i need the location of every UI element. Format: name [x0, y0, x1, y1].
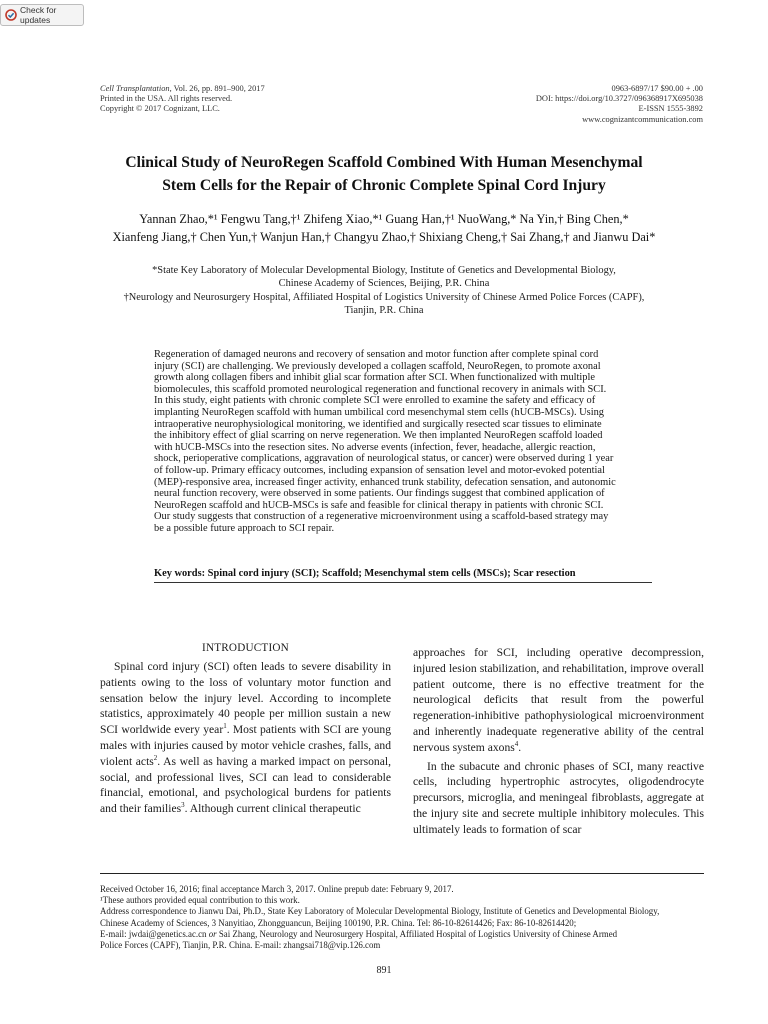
- email-text: Sai Zhang, Neurology and Neurosurgery Hospital, Affiliated Hospital of Logistics University of Chinese Armed: [216, 928, 618, 939]
- affiliation-line: Tianjin, P.R. China: [344, 305, 424, 317]
- article-title: [90, 151, 678, 197]
- body-text: . Although current clinical therapeutic: [184, 802, 361, 816]
- footnote-divider: [100, 873, 704, 874]
- price-line: 0963-6897/17 $90.00 + .00: [611, 84, 703, 93]
- abstract-line: In this study, eight patients with chronic complete SCI were enrolled to examine the safety and efficacy of: [154, 395, 596, 407]
- body-text: Spinal cord injury (SCI) often leads to severe disability in patients owing to the loss of voluntary motor function and sensation below the injury level. According to incomplete statistics, approximately 40 people per million sustain a new SCI worldwide every year: [100, 660, 391, 737]
- abstract-line: intraoperative neurophysiological monitoring, we identified and surgically resected scar tissues to eliminate: [154, 418, 602, 430]
- author-line: Xianfeng Jiang,† Chen Yun,† Wanjun Han,† Changyu Zhao,† Shixiang Cheng,† Sai Zhang,† and Jianwu Dai*: [112, 230, 656, 244]
- journal-name: Cell Transplantation: [100, 84, 170, 93]
- eissn-line: E-ISSN 1555-3892: [638, 104, 703, 114]
- abstract-line: the inhibitory effect of glial scarring on nerve regeneration. We then implanted NeuroRegen scaffold loaded: [154, 430, 603, 442]
- page-number: 891: [376, 965, 392, 976]
- keywords-divider: [154, 582, 652, 583]
- printed-line: Printed in the USA. All rights reserved.: [100, 94, 233, 104]
- article-title-line: Stem Cells for the Repair of Chronic Complete Spinal Cord Injury: [162, 177, 606, 194]
- body-paragraph: [100, 659, 391, 817]
- affiliation-line: Chinese Academy of Sciences, Beijing, P.R. China: [278, 278, 490, 290]
- footnotes: [100, 884, 704, 951]
- author-line: Yannan Zhao,*¹ Fengwu Tang,†¹ Zhifeng Xiao,*¹ Guang Han,†¹ NuoWang,* Na Yin,† Bing Chen,*: [139, 212, 629, 226]
- article-title-line: Clinical Study of NeuroRegen Scaffold Combined With Human Mesenchymal: [125, 154, 643, 171]
- email-link[interactable]: E-mail: jwdai@genetics.ac.cn: [100, 928, 209, 939]
- body-paragraph: In the subacute and chronic phases of SCI, many reactive cells, including hypertrophic astrocytes, oligodendrocyte precursors, microglia, and meningeal fibroblasts, aggregate at the injury site and secrete multiple inhibitory molecules. This ultimately leads to formation of scar: [413, 759, 704, 836]
- email-line: [100, 929, 704, 940]
- abstract-line: be a possible future approach to SCI repair.: [154, 522, 335, 534]
- copyright-line: Copyright © 2017 Cognizant, LLC.: [100, 104, 220, 114]
- abstract-line: Our study suggests that construction of a regenerative microenvironment using a scaffold-based strategy may: [154, 511, 609, 523]
- journal-volume: , Vol. 26, pp. 891–900, 2017: [169, 84, 265, 93]
- received-note: Received October 16, 2016; final acceptance March 3, 2017. Online prepub date: February 9, 2017.: [100, 884, 454, 894]
- body-column-left: [100, 640, 391, 817]
- abstract-line: with hUCB-MSCs into the resection sites. No adverse events (infection, fever, headache, allergic reaction,: [154, 441, 596, 453]
- abstract-line: biomolecules, this scaffold promoted neurological regeneration and functional recovery in animals with SCI.: [154, 383, 607, 395]
- keywords: Key words: Spinal cord injury (SCI); Scaffold; Mesenchymal stem cells (MSCs); Scar resection: [154, 568, 576, 579]
- email-line: Police Forces (CAPF), Tianjin, P.R. China. E-mail: zhangsai718@vip.126.com: [100, 940, 381, 951]
- body-text: . As well as having a marked impact on personal, social, and professional lives, SCI can lead to considerable financial, emotional, and psychological burdens for patients and their families: [100, 754, 391, 816]
- journal-info-left: [100, 84, 265, 115]
- body-text: approaches for SCI, including operative decompression, injured lesion stabilization, and rehabilitation, improve overall patient outcome, there is no effective treatment for the neurological deficits that result from the powerful regeneration-inhibitive pathophysiological microenvironment and inherently inadequate regenerative ability of the central nervous system axons: [413, 646, 704, 754]
- abstract-line: growth along collagen fibers and inhibit glial scar formation after SCI. When functionalized with multiple: [154, 372, 596, 384]
- citation-ref[interactable]: 4: [514, 739, 519, 748]
- refresh-badge-icon: [5, 9, 17, 21]
- abstract: [154, 349, 652, 535]
- body-column-right: [413, 645, 704, 838]
- author-list: [80, 210, 688, 246]
- abstract-line: injury (SCI) are challenging. We previously developed a collagen scaffold, NeuroRegen, to promote axonal: [154, 360, 601, 372]
- citation-ref[interactable]: 2: [153, 753, 158, 762]
- journal-info-right: [536, 84, 703, 125]
- abstract-line: (MEP)-responsive area, increased finger activity, enhanced trunk stability, defecation sensation, and autonomic: [154, 476, 616, 488]
- abstract-line: implanting NeuroRegen scaffold with human umbilical cord mesenchymal stem cells (hUCB-MSCs). Using: [154, 406, 604, 418]
- affiliations: [90, 264, 678, 318]
- equal-contribution-note: ¹These authors provided equal contribution to this work.: [100, 895, 300, 906]
- section-heading-introduction: INTRODUCTION: [202, 642, 289, 654]
- affiliation-line: *State Key Laboratory of Molecular Developmental Biology, Institute of Genetics and Developmental Biology,: [152, 265, 616, 276]
- website-link[interactable]: www.cognizantcommunication.com: [582, 114, 703, 124]
- citation-ref[interactable]: 3: [181, 801, 185, 810]
- citation-ref[interactable]: 1: [223, 722, 227, 731]
- affiliation-line: †Neurology and Neurosurgery Hospital, Affiliated Hospital of Logistics University of Chinese Armed Police Forces (CAPF),: [123, 291, 645, 303]
- email-or: or: [208, 928, 217, 939]
- body-text: . Most patients with SCI are young males with injuries caused by motor vehicle crashes, falls, and violent acts: [100, 723, 391, 768]
- abstract-line: shock, perioperative complications, aggravation of neurological status, or cancer) were observed during 1 year: [154, 453, 614, 465]
- doi-link[interactable]: DOI: https://doi.org/10.3727/096368917X695038: [535, 94, 703, 104]
- abstract-line: Regeneration of damaged neurons and recovery of sensation and motor function after complete spinal cord: [154, 349, 599, 360]
- abstract-line: neural function recovery, were observed in some patients. Our findings suggest that combined application of: [154, 488, 605, 500]
- correspondence-line: Chinese Academy of Sciences, 3 Nanyitiao, Zhongguancun, Beijing 100190, P.R. China. Tel: 86-10-82614426; Fax: 86-10-82614420;: [100, 917, 577, 928]
- body-paragraph: [413, 645, 704, 756]
- abstract-line: NeuroRegen scaffold and hUCB-MSCs is safe and feasible for clinical therapy in patients with chronic SCI.: [154, 499, 604, 511]
- check-for-updates-button[interactable]: [0, 4, 84, 26]
- correspondence-line: Address correspondence to Jianwu Dai, Ph.D., State Key Laboratory of Molecular Developmental Biology, Institute of Genetics and Developmental Biology,: [100, 906, 660, 917]
- check-for-updates-label: Check for updates: [20, 5, 57, 25]
- abstract-line: of follow-up. Primary efficacy outcomes, including expansion of sensation level and motor-evoked potential: [154, 464, 605, 476]
- body-text: .: [518, 740, 522, 754]
